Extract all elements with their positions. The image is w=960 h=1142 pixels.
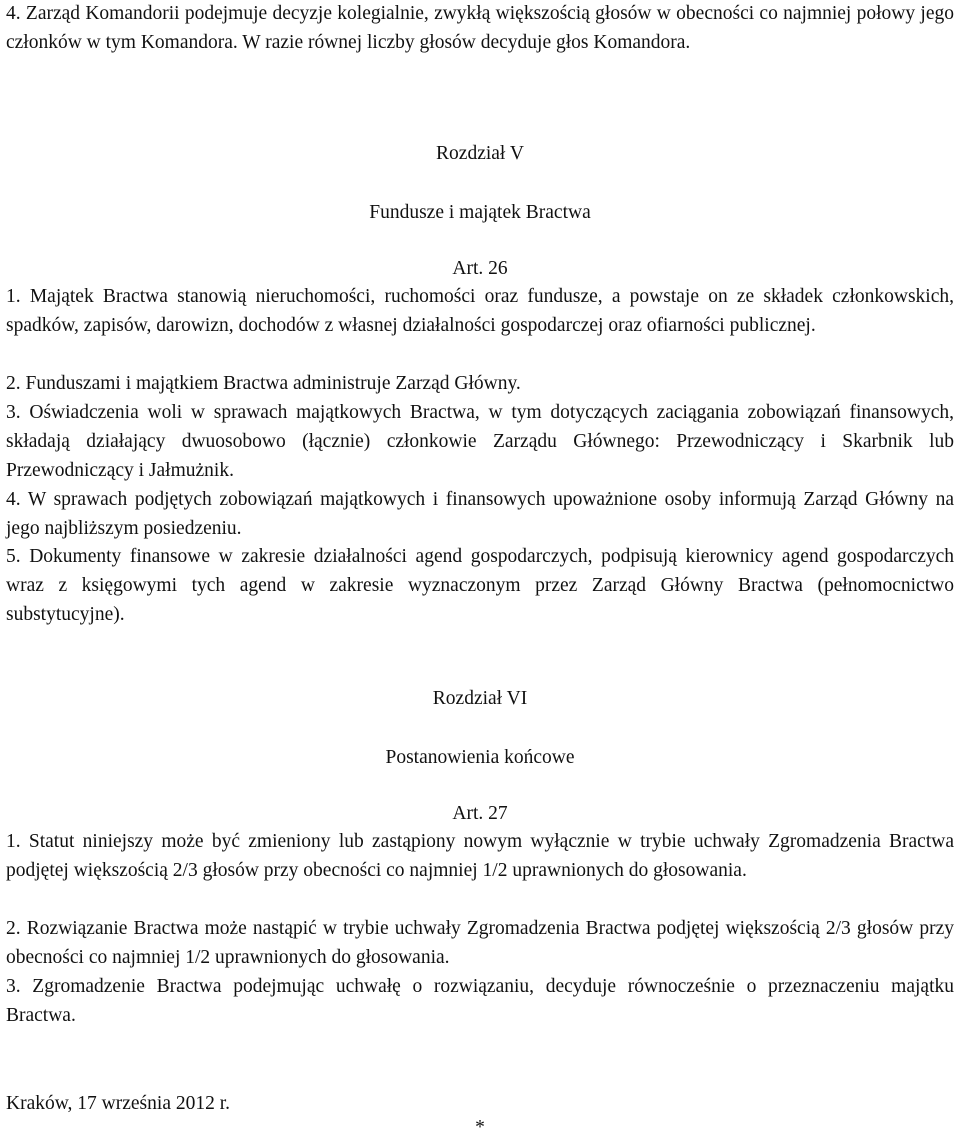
art27-point-2: 2. Rozwiązanie Bractwa może nastąpić w trybie uchwały Zgromadzenia Bractwa podjętej większością 2/3 głosów przy obecności co najmniej 1/2 uprawnionych do głosowania. <box>6 918 954 968</box>
art27-point-3: 3. Zgromadzenie Bractwa podejmując uchwałę o rozwiązaniu, decyduje równocześnie o przeznaczeniu majątku Bractwa. <box>6 976 954 1026</box>
article-26-heading: Art. 26 <box>452 258 508 279</box>
paragraph-zarzad-komandorii: 4. Zarząd Komandorii podejmuje decyzje kolegialnie, zwykłą większością głosów w obecności co najmniej połowy jego członków w tym Komandora. W razie równej liczby głosów decyduje głos Komandora. <box>6 3 954 53</box>
art26-point-3: 3. Oświadczenia woli w sprawach majątkowych Bractwa, w tym dotyczących zaciągania zobowiązań finansowych, składają działający dwuosobowo (łącznie) członkowie Zarządu Głównego: Przewodniczący i Skarbnik lub Przewodniczący i Jałmużnik. <box>6 402 954 481</box>
separator-asterisk: * <box>475 1117 485 1138</box>
chapter-6-title: Postanowienia końcowe <box>385 747 575 768</box>
chapter-6-heading: Rozdział VI <box>432 688 528 709</box>
chapter-5-heading: Rozdział V <box>436 143 524 164</box>
chapter-5-title: Fundusze i majątek Bractwa <box>369 202 591 223</box>
article-27-heading: Art. 27 <box>452 803 508 824</box>
art27-point-1: 1. Statut niniejszy może być zmieniony lub zastąpiony nowym wyłącznie w trybie uchwały Zgromadzenia Bractwa podjętej większością 2/3 głosów przy obecności co najmniej 1/2 uprawnionych do głosowania. <box>6 831 954 881</box>
art26-point-4: 4. W sprawach podjętych zobowiązań majątkowych i finansowych upoważnione osoby informują Zarząd Główny na jego najbliższym posiedzeniu. <box>6 489 954 539</box>
place-and-date: Kraków, 17 września 2012 r. <box>6 1093 231 1114</box>
art26-point-1: 1. Majątek Bractwa stanowią nieruchomości, ruchomości oraz fundusze, a powstaje on ze składek członkowskich, spadków, zapisów, darowizn, dochodów z własnej działalności gospodarczej oraz ofiarności publicznej. <box>6 286 954 336</box>
art26-point-2: 2. Funduszami i majątkiem Bractwa administruje Zarząd Główny. <box>6 373 521 394</box>
art26-point-5: 5. Dokumenty finansowe w zakresie działalności agend gospodarczych, podpisują kierownicy agend gospodarczych wraz z księgowymi tych agend w zakresie wyznaczonym przez Zarząd Główny Bractwa (pełnomocnictwo substytucyjne). <box>6 546 954 625</box>
